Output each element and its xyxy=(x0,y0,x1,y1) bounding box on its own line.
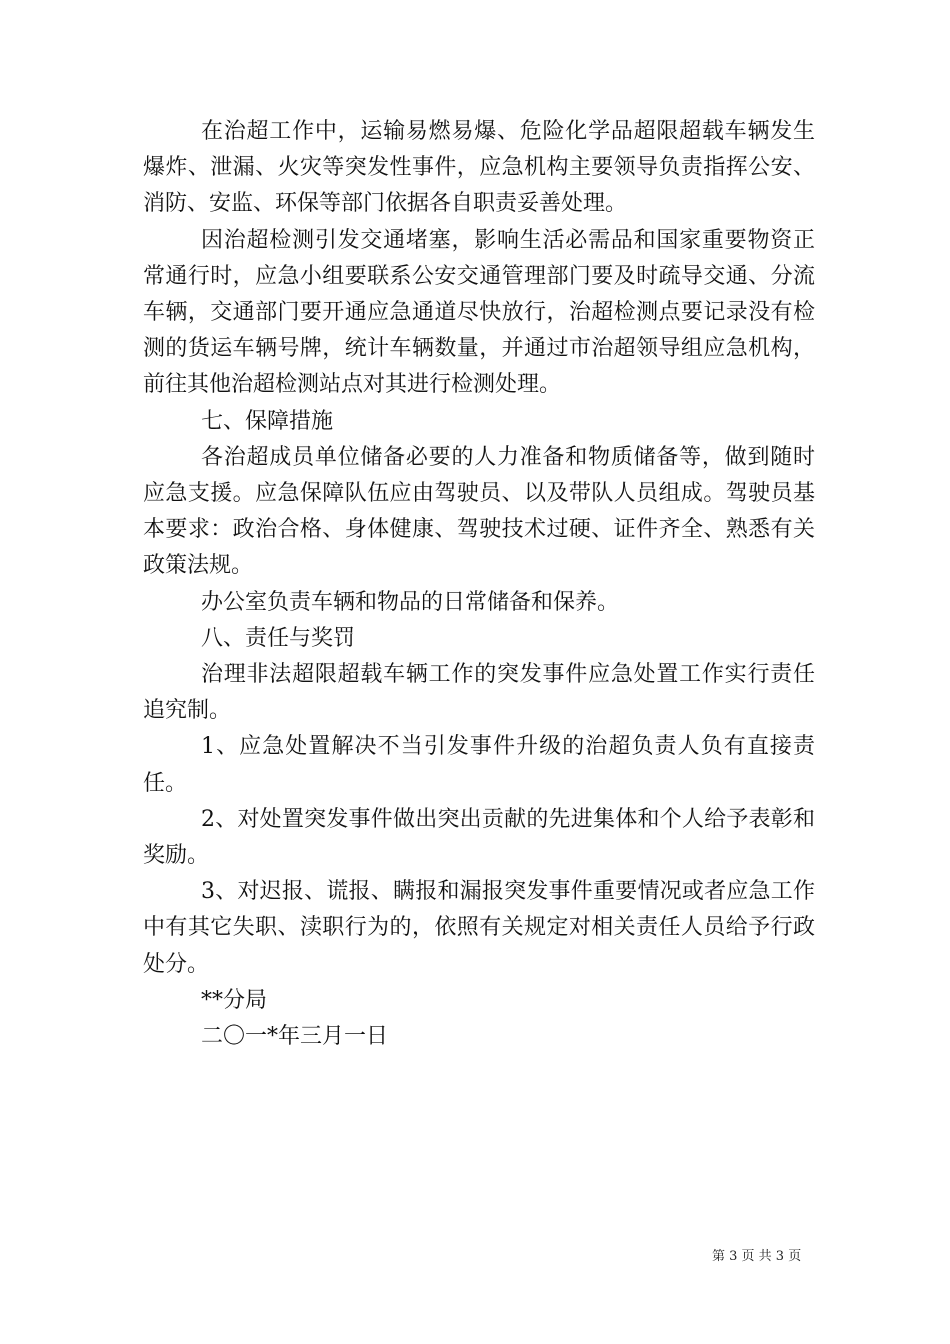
paragraph-reserves: 各治超成员单位储备必要的人力准备和物质储备等，做到随时应急支援。应急保障队伍应由驾驶员、以及带队人员组成。驾驶员基本要求：政治合格、身体健康、驾驶技术过硬、证件齐全、熟悉有关政策法规。 xyxy=(143,444,815,579)
section-heading-safeguards: 七、保障措施 xyxy=(201,408,334,434)
document-body xyxy=(143,114,815,1055)
page-number-footer: 第 3 页 共 3 页 xyxy=(712,1249,802,1264)
paragraph-office-duty: 办公室负责车辆和物品的日常储备和保养。 xyxy=(201,589,620,615)
list-item-commendation: 2、对处置突发事件做出突出贡献的先进集体和个人给予表彰和奖励。 xyxy=(143,806,815,869)
section-heading-responsibility: 八、责任与奖罚 xyxy=(201,625,356,651)
paragraph-accountability: 治理非法超限超载车辆工作的突发事件应急处置工作实行责任追究制。 xyxy=(143,662,815,724)
paragraph-traffic-congestion: 因治超检测引发交通堵塞，影响生活必需品和国家重要物资正常通行时，应急小组要联系公安交通管理部门要及时疏导交通、分流车辆，交通部门要开通应急通道尽快放行，治超检测点要记录没有检测的货运车辆号牌，统计车辆数量，并通过市治超领导组应急机构，前往其他治超检测站点对其进行检测处理。 xyxy=(143,227,815,398)
signature-date: 二〇一*年三月一日 xyxy=(201,1024,389,1050)
paragraph-hazmat-incident: 在治超工作中，运输易燃易爆、危险化学品超限超载车辆发生爆炸、泄漏、火灾等突发性事件，应急机构主要领导负责指挥公安、消防、安监、环保等部门依据各自职责妥善处理。 xyxy=(143,119,815,217)
list-item-direct-responsibility: 1、应急处置解决不当引发事件升级的治超负责人负有直接责任。 xyxy=(143,734,815,796)
list-item-sanctions: 3、对迟报、谎报、瞒报和漏报突发事件重要情况或者应急工作中有其它失职、渎职行为的，依照有关规定对相关责任人员给予行政处分。 xyxy=(143,879,815,977)
signature-branch: **分局 xyxy=(201,987,268,1013)
